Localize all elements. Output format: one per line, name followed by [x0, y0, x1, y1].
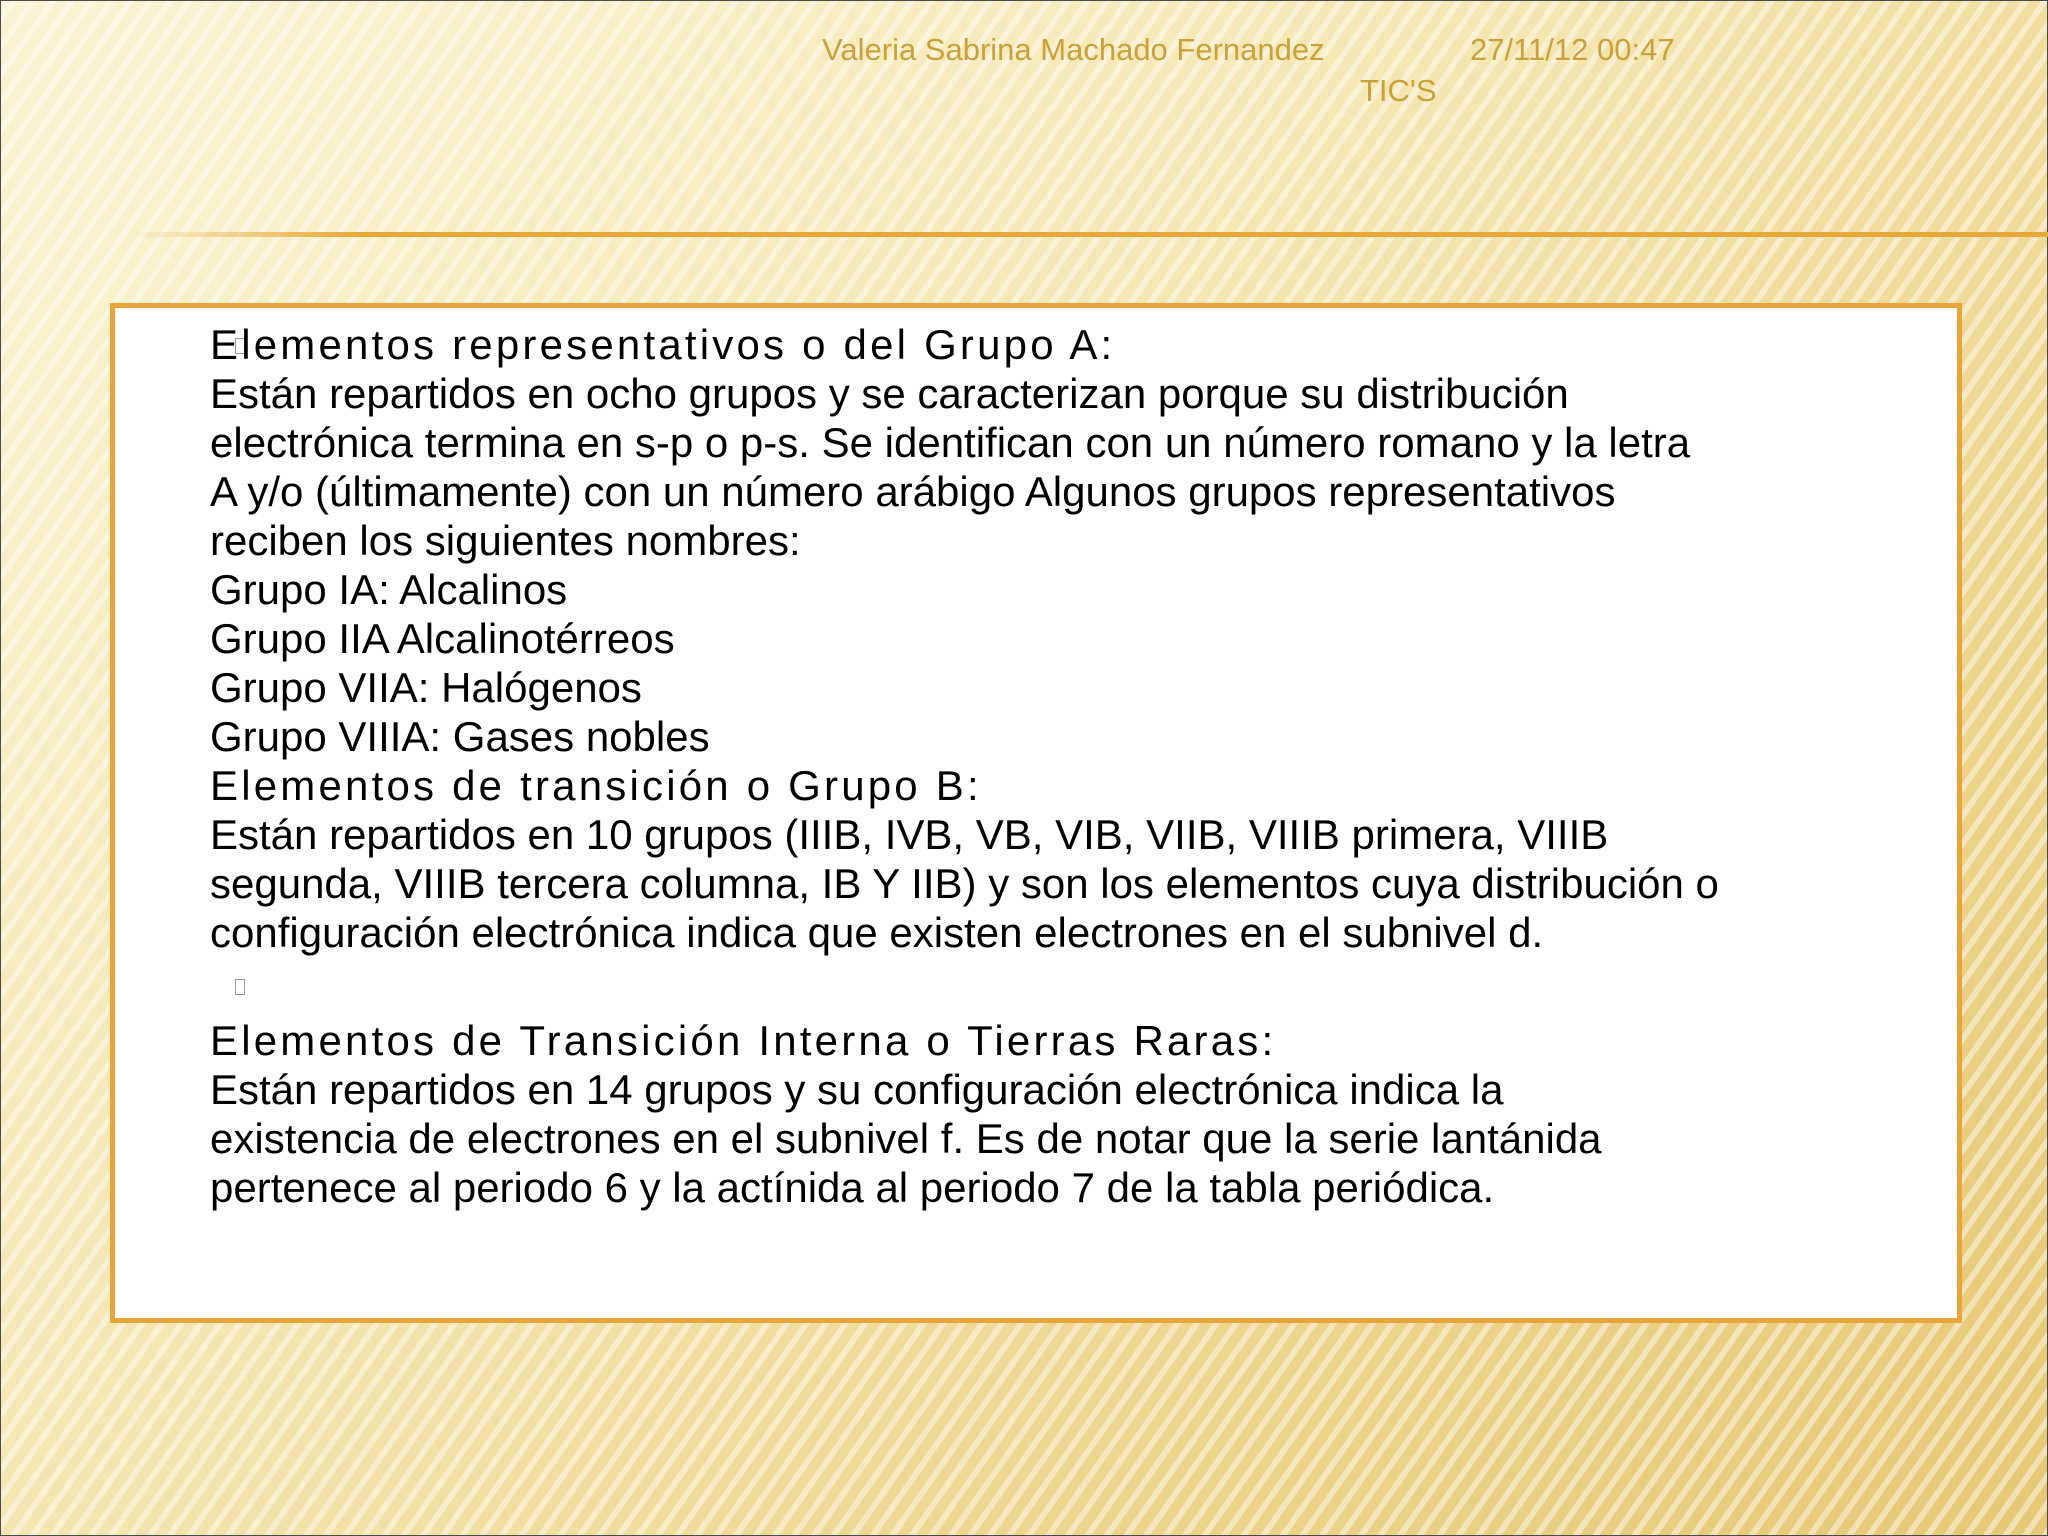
body-line: reciben los siguientes nombres: [210, 517, 801, 564]
body-line: configuración electrónica indica que existen electrones en el subnivel d. [210, 909, 1544, 956]
body-line: pertenece al periodo 6 y la actínida al periodo 7 de la tabla periódica. [210, 1164, 1495, 1211]
body-line: Están repartidos en ocho grupos y se caracterizan porque su distribución [210, 370, 1569, 417]
body-line: Grupo IIA Alcalinotérreos [210, 615, 675, 662]
body-line: Están repartidos en 14 grupos y su configuración electrónica indica la [210, 1066, 1504, 1113]
divider-line [130, 232, 2048, 237]
body-line: Grupo VIIIA: Gases nobles [210, 713, 710, 760]
body-line: A y/o (últimamente) con un número arábigo Algunos grupos representativos [210, 468, 1616, 515]
header-course: TIC'S [1360, 73, 1437, 108]
body-line: segunda, VIIIB tercera columna, IB Y IIB) y son los elementos cuya distribución o [210, 860, 1719, 907]
header-author: Valeria Sabrina Machado Fernandez [822, 32, 1325, 67]
header-datetime: 27/11/12 00:47 [1470, 32, 1675, 67]
body-line: Están repartidos en 10 grupos (IIIB, IVB, VB, VIB, VIIB, VIIIB primera, VIIIB [210, 811, 1609, 858]
text-block-2 [210, 1016, 1930, 1212]
heading-group-a: Elementos representativos o del Grupo A: [210, 321, 1116, 368]
body-line: Grupo IA: Alcalinos [210, 566, 568, 613]
content-box [110, 303, 1962, 1323]
body-line: electrónica termina en s-p o p-s. Se identifican con un número romano y la letra [210, 419, 1691, 466]
heading-group-b: Elementos de transición o Grupo B: [210, 762, 982, 809]
body-line: existencia de electrones en el subnivel f. Es de notar que la serie lantánida [210, 1115, 1602, 1162]
body-line: Grupo VIIA: Halógenos [210, 664, 642, 711]
text-block-1 [210, 320, 1930, 957]
heading-rare-earths: Elementos de Transición Interna o Tierras Raras: [210, 1017, 1277, 1064]
bullet-marker-icon [235, 979, 245, 995]
